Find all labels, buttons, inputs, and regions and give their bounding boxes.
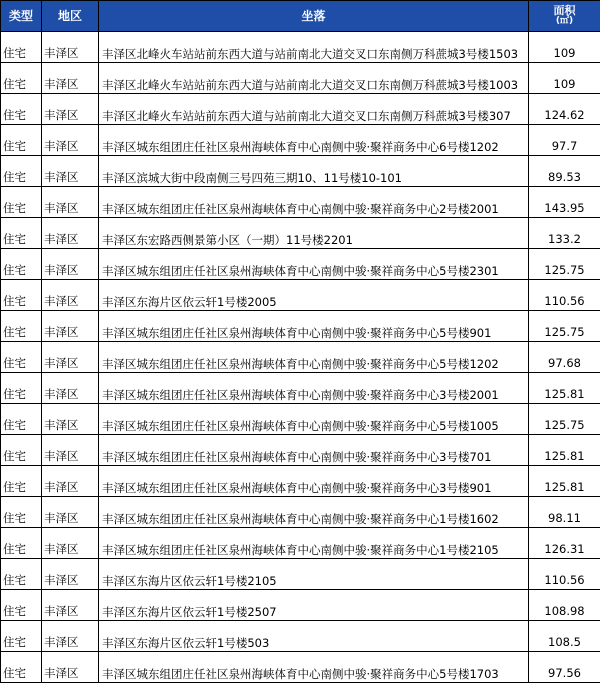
cell-location: 丰泽区城东组团庄任社区泉州海峡体育中心南侧中骏·聚祥商务中心2号楼2001 <box>99 187 529 218</box>
cell-area: 98.11 <box>529 497 600 528</box>
header-type: 类型 <box>1 1 42 32</box>
table-row <box>1 590 600 621</box>
cell-district: 丰泽区 <box>42 63 99 94</box>
cell-district: 丰泽区 <box>42 156 99 187</box>
cell-type: 住宅 <box>1 373 42 404</box>
cell-area: 125.81 <box>529 466 600 497</box>
cell-location: 丰泽区东宏路西侧景第小区（一期）11号楼2201 <box>99 218 529 249</box>
cell-type: 住宅 <box>1 559 42 590</box>
header-area-unit: (㎡) <box>555 16 574 26</box>
cell-area: 125.81 <box>529 435 600 466</box>
cell-area: 133.2 <box>529 218 600 249</box>
cell-location: 丰泽区东海片区依云轩1号楼2005 <box>99 280 529 311</box>
cell-area: 143.95 <box>529 187 600 218</box>
header-district: 地区 <box>42 1 99 32</box>
header-area <box>529 1 600 32</box>
cell-district: 丰泽区 <box>42 621 99 652</box>
header-area-label: 面积 <box>553 4 576 17</box>
table-row <box>1 435 600 466</box>
cell-type: 住宅 <box>1 218 42 249</box>
cell-location: 丰泽区东海片区依云轩1号楼2507 <box>99 590 529 621</box>
cell-location: 丰泽区城东组团庄任社区泉州海峡体育中心南侧中骏·聚祥商务中心3号楼701 <box>99 435 529 466</box>
cell-location: 丰泽区城东组团庄任社区泉州海峡体育中心南侧中骏·聚祥商务中心5号楼1703 <box>99 652 529 683</box>
cell-type: 住宅 <box>1 63 42 94</box>
cell-location: 丰泽区城东组团庄任社区泉州海峡体育中心南侧中骏·聚祥商务中心3号楼901 <box>99 466 529 497</box>
cell-type: 住宅 <box>1 528 42 559</box>
table-header-row <box>1 1 600 32</box>
cell-location: 丰泽区城东组团庄任社区泉州海峡体育中心南侧中骏·聚祥商务中心6号楼1202 <box>99 125 529 156</box>
cell-type: 住宅 <box>1 249 42 280</box>
cell-district: 丰泽区 <box>42 373 99 404</box>
cell-district: 丰泽区 <box>42 187 99 218</box>
cell-district: 丰泽区 <box>42 435 99 466</box>
cell-location: 丰泽区北峰火车站站前东西大道与站前南北大道交叉口东南侧万科蔗城3号楼307 <box>99 94 529 125</box>
cell-location: 丰泽区城东组团庄任社区泉州海峡体育中心南侧中骏·聚祥商务中心1号楼2105 <box>99 528 529 559</box>
cell-type: 住宅 <box>1 466 42 497</box>
cell-area: 125.75 <box>529 249 600 280</box>
cell-type: 住宅 <box>1 280 42 311</box>
cell-type: 住宅 <box>1 311 42 342</box>
table-row <box>1 621 600 652</box>
cell-area: 109 <box>529 63 600 94</box>
table-row <box>1 466 600 497</box>
cell-area: 97.7 <box>529 125 600 156</box>
cell-district: 丰泽区 <box>42 94 99 125</box>
cell-area: 97.68 <box>529 342 600 373</box>
cell-area: 110.56 <box>529 280 600 311</box>
table-row <box>1 249 600 280</box>
cell-location: 丰泽区城东组团庄任社区泉州海峡体育中心南侧中骏·聚祥商务中心5号楼901 <box>99 311 529 342</box>
cell-district: 丰泽区 <box>42 218 99 249</box>
cell-area: 124.62 <box>529 94 600 125</box>
cell-district: 丰泽区 <box>42 280 99 311</box>
cell-type: 住宅 <box>1 590 42 621</box>
cell-district: 丰泽区 <box>42 559 99 590</box>
cell-district: 丰泽区 <box>42 249 99 280</box>
cell-location: 丰泽区城东组团庄任社区泉州海峡体育中心南侧中骏·聚祥商务中心5号楼1005 <box>99 404 529 435</box>
cell-type: 住宅 <box>1 94 42 125</box>
cell-type: 住宅 <box>1 32 42 63</box>
cell-district: 丰泽区 <box>42 32 99 63</box>
cell-district: 丰泽区 <box>42 311 99 342</box>
table-row <box>1 218 600 249</box>
cell-location: 丰泽区东海片区依云轩1号楼503 <box>99 621 529 652</box>
cell-area: 125.81 <box>529 373 600 404</box>
cell-type: 住宅 <box>1 125 42 156</box>
cell-area: 125.75 <box>529 311 600 342</box>
cell-type: 住宅 <box>1 342 42 373</box>
cell-area: 108.5 <box>529 621 600 652</box>
table-row <box>1 311 600 342</box>
cell-type: 住宅 <box>1 652 42 683</box>
cell-district: 丰泽区 <box>42 590 99 621</box>
cell-area: 126.31 <box>529 528 600 559</box>
cell-district: 丰泽区 <box>42 342 99 373</box>
cell-area: 109 <box>529 32 600 63</box>
table-row <box>1 280 600 311</box>
cell-location: 丰泽区东海片区依云轩1号楼2105 <box>99 559 529 590</box>
table-row <box>1 32 600 63</box>
cell-location: 丰泽区北峰火车站站前东西大道与站前南北大道交叉口东南侧万科蔗城3号楼1003 <box>99 63 529 94</box>
header-location: 坐落 <box>99 1 529 32</box>
cell-location: 丰泽区城东组团庄任社区泉州海峡体育中心南侧中骏·聚祥商务中心5号楼1202 <box>99 342 529 373</box>
cell-location: 丰泽区城东组团庄任社区泉州海峡体育中心南侧中骏·聚祥商务中心3号楼2001 <box>99 373 529 404</box>
table-row <box>1 373 600 404</box>
table-row <box>1 559 600 590</box>
cell-location: 丰泽区城东组团庄任社区泉州海峡体育中心南侧中骏·聚祥商务中心5号楼2301 <box>99 249 529 280</box>
cell-area: 125.75 <box>529 404 600 435</box>
cell-district: 丰泽区 <box>42 466 99 497</box>
cell-location: 丰泽区北峰火车站站前东西大道与站前南北大道交叉口东南侧万科蔗城3号楼1503 <box>99 32 529 63</box>
cell-type: 住宅 <box>1 156 42 187</box>
table-row <box>1 94 600 125</box>
cell-district: 丰泽区 <box>42 528 99 559</box>
cell-district: 丰泽区 <box>42 652 99 683</box>
cell-district: 丰泽区 <box>42 125 99 156</box>
cell-type: 住宅 <box>1 404 42 435</box>
table-row <box>1 528 600 559</box>
table-row <box>1 125 600 156</box>
cell-area: 97.56 <box>529 652 600 683</box>
cell-type: 住宅 <box>1 497 42 528</box>
cell-district: 丰泽区 <box>42 404 99 435</box>
cell-location: 丰泽区滨城大街中段南侧三号四苑三期10、11号楼10-101 <box>99 156 529 187</box>
cell-type: 住宅 <box>1 621 42 652</box>
cell-area: 108.98 <box>529 590 600 621</box>
table-row <box>1 342 600 373</box>
cell-type: 住宅 <box>1 435 42 466</box>
cell-type: 住宅 <box>1 187 42 218</box>
cell-area: 89.53 <box>529 156 600 187</box>
table-row <box>1 497 600 528</box>
table-row <box>1 187 600 218</box>
table-row <box>1 404 600 435</box>
table-row <box>1 156 600 187</box>
cell-location: 丰泽区城东组团庄任社区泉州海峡体育中心南侧中骏·聚祥商务中心1号楼1602 <box>99 497 529 528</box>
table-row <box>1 63 600 94</box>
cell-district: 丰泽区 <box>42 497 99 528</box>
table-row <box>1 652 600 683</box>
cell-area: 110.56 <box>529 559 600 590</box>
